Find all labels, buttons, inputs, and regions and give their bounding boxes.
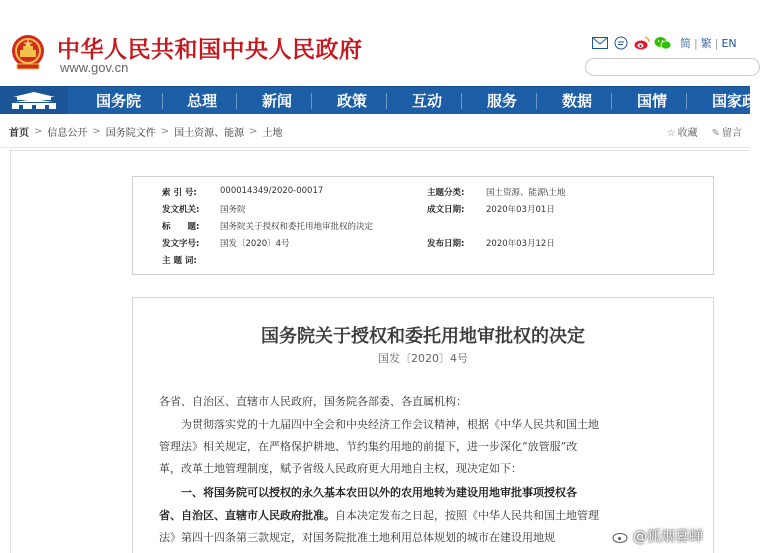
mail-icon[interactable] xyxy=(592,36,608,50)
document-number: 国发〔2020〕4号 xyxy=(378,352,468,365)
breadcrumb-info-public[interactable]: 信息公开 xyxy=(47,128,88,139)
nav-divider xyxy=(236,93,237,109)
nav-divider xyxy=(686,93,687,109)
wechat-icon[interactable] xyxy=(655,36,671,50)
meta-published-label: 发布日期: xyxy=(427,239,465,249)
meta-issuer-label: 发文机关: xyxy=(162,205,200,215)
paragraph-2-rest-line-2: 自本决定发布之日起，按照《中华人民共和国土地管理 xyxy=(335,509,599,522)
nav-item-national-info[interactable]: 国情 xyxy=(637,92,668,110)
paragraph-2-line-3: 法》第四十四条第三款规定，对国务院批准土地利用总体规划的城市在建设用地规 xyxy=(159,531,555,544)
comment-label: 留言 xyxy=(722,128,742,139)
lang-separator: | xyxy=(694,37,698,50)
meta-written-value: 2020年03月01日 xyxy=(486,205,555,215)
nav-divider xyxy=(461,93,462,109)
paragraph-1-line-3: 革，改革土地管理制度，赋予省级人民政府更大用地自主权，现决定如下： xyxy=(159,462,522,475)
lang-english[interactable]: EN xyxy=(721,37,737,50)
meta-published-value: 2020年03月12日 xyxy=(486,239,555,249)
meta-issuer-value: 国务院 xyxy=(220,205,246,215)
weibo-icon[interactable] xyxy=(634,36,650,50)
meta-index-label: 索 引 号: xyxy=(162,188,197,198)
comment-button[interactable] xyxy=(712,124,742,139)
meta-docno-label: 发文字号: xyxy=(162,239,200,249)
language-switch xyxy=(680,35,737,51)
favorite-label: 收藏 xyxy=(677,128,698,139)
nav-divider xyxy=(162,93,163,109)
breadcrumb xyxy=(9,124,283,139)
paragraph-1-line-2: 管理法》相关规定，在严格保护耕地、节约集约用地的前提下，进一步深化“放管服”改 xyxy=(159,440,578,453)
star-icon: ☆ xyxy=(666,128,676,139)
nav-item-data[interactable]: 数据 xyxy=(562,92,593,110)
site-url[interactable]: www.gov.cn xyxy=(60,60,129,75)
paragraph-2-line-2 xyxy=(159,505,699,526)
paragraph-2-bold-line-1: 一、将国务院可以授权的永久基本农田以外的农用地转为建设用地审批事项授权各 xyxy=(181,486,577,499)
national-emblem-icon[interactable] xyxy=(11,34,45,70)
watermark-text: @狐烟暮蝉 xyxy=(633,529,703,545)
breadcrumb-land[interactable]: 土地 xyxy=(262,128,283,139)
nav-divider xyxy=(386,93,387,109)
chevron-right-icon: > xyxy=(160,126,170,137)
watermark xyxy=(612,526,703,546)
document-meta-table xyxy=(132,176,714,275)
site-header xyxy=(0,0,750,86)
nav-item-premier[interactable]: 总理 xyxy=(187,92,218,110)
chevron-right-icon: > xyxy=(92,126,101,137)
tiananmen-icon xyxy=(9,91,59,111)
message-icon[interactable] xyxy=(613,36,629,50)
site-title[interactable]: 中华人民共和国中央人民政府 xyxy=(57,37,363,63)
favorite-button[interactable] xyxy=(667,124,698,139)
lang-simplified[interactable]: 简 xyxy=(680,37,691,50)
meta-index-value: 000014349/2020-00017 xyxy=(220,186,324,196)
meta-category-label: 主题分类: xyxy=(427,188,465,198)
meta-title-value: 国务院关于授权和委托用地审批权的决定 xyxy=(220,222,374,232)
nav-item-national-politics[interactable]: 国家政 xyxy=(712,92,758,110)
header-tools xyxy=(592,34,737,52)
breadcrumb-bar xyxy=(0,114,750,148)
nav-item-state-council[interactable]: 国务院 xyxy=(96,92,142,110)
nav-divider xyxy=(536,93,537,109)
meta-keywords-label: 主 题 词: xyxy=(162,256,197,266)
nav-item-policy[interactable]: 政策 xyxy=(337,92,368,110)
page-actions xyxy=(667,124,742,139)
document-salutation: 各省、自治区、直辖市人民政府，国务院各部委、各直属机构： xyxy=(159,395,467,408)
chevron-right-icon: > xyxy=(34,126,43,137)
paragraph-1-line-1: 为贯彻落实党的十九届四中全会和中央经济工作会议精神，根据《中华人民共和国土地 xyxy=(181,418,599,431)
meta-title-label: 标 题: xyxy=(162,222,200,232)
breadcrumb-home[interactable]: 首页 xyxy=(9,128,29,139)
nav-divider xyxy=(611,93,612,109)
nav-item-interaction[interactable]: 互动 xyxy=(412,92,443,110)
search-input[interactable] xyxy=(585,58,760,76)
breadcrumb-state-council-docs[interactable]: 国务院文件 xyxy=(105,128,156,139)
weibo-watermark-icon xyxy=(612,529,630,543)
breadcrumb-land-energy[interactable]: 国土资源、能源 xyxy=(174,128,245,139)
pencil-icon: ✎ xyxy=(711,128,720,139)
nav-item-services[interactable]: 服务 xyxy=(487,92,518,110)
lang-separator: | xyxy=(714,37,719,50)
paragraph-2-bold-line-2: 省、自治区、直辖市人民政府批准。 xyxy=(159,509,335,522)
chevron-right-icon: > xyxy=(249,126,258,137)
nav-divider xyxy=(311,93,312,109)
meta-category-value: 国土资源、能源\土地 xyxy=(486,188,566,198)
meta-docno-value: 国发〔2020〕4号 xyxy=(220,239,290,249)
lang-traditional[interactable]: 繁 xyxy=(700,37,712,50)
main-nav xyxy=(0,86,758,114)
nav-item-news[interactable]: 新闻 xyxy=(262,92,293,110)
meta-written-label: 成文日期: xyxy=(427,205,465,215)
nav-home-button[interactable] xyxy=(0,87,68,115)
document-title: 国务院关于授权和委托用地审批权的决定 xyxy=(261,326,585,347)
